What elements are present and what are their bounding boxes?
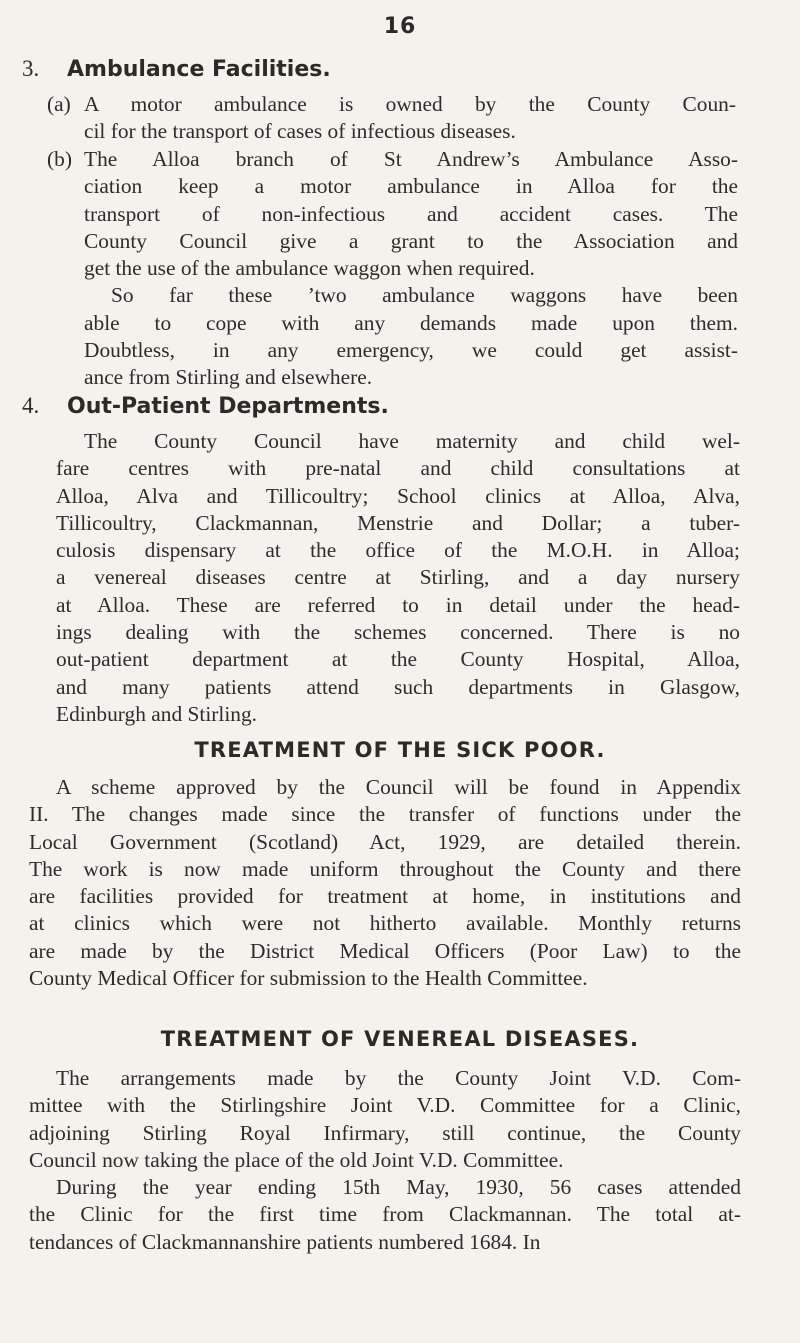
text-line: II. The changes made since the transfer of functions under the <box>29 802 741 827</box>
text-line: tendances of Clackmannanshire patients numbered 1684. In <box>29 1229 541 1254</box>
section-4-number: 4. <box>22 393 40 418</box>
text-line: So far these ’two ambulance waggons have been <box>111 283 738 308</box>
sick-poor-heading: TREATMENT OF THE SICK POOR. <box>194 738 606 762</box>
text-line: a venereal diseases centre at Stirling, and a day nursery <box>56 565 740 590</box>
text-line: During the year ending 15th May, 1930, 56 cases attended <box>56 1175 741 1200</box>
text-line: transport of non-infectious and accident cases. The <box>84 201 738 226</box>
text-line: culosis dispensary at the office of the M.O.H. in Alloa; <box>56 538 740 563</box>
text-line: adjoining Stirling Royal Infirmary, still continue, the County <box>29 1120 741 1145</box>
text-line: County Medical Officer for submission to the Health Committee. <box>29 966 588 991</box>
text-line: are made by the District Medical Officers (Poor Law) to the <box>29 938 741 963</box>
text-line: and many patients attend such departments in Glasgow, <box>56 674 740 699</box>
text-line: out-patient department at the County Hospital, Alloa, <box>56 647 740 672</box>
text-line: The work is now made uniform throughout the County and there <box>29 856 741 881</box>
text-line: A scheme approved by the Council will be found in Appendix <box>56 775 741 799</box>
text-line: at clinics which were not hitherto available. Monthly returns <box>29 911 741 936</box>
text-line: able to cope with any demands made upon them. <box>84 310 738 335</box>
section-4-paragraph <box>56 428 740 728</box>
text-line: ciation keep a motor ambulance in Alloa for the <box>84 174 738 199</box>
section-4-title: Out-Patient Departments. <box>67 394 389 419</box>
text-line: County Council give a grant to the Association and <box>84 228 738 253</box>
text-line: the Clinic for the first time from Clackmannan. The total at- <box>29 1202 741 1227</box>
text-line: get the use of the ambulance waggon when required. <box>84 256 535 281</box>
text-line: are facilities provided for treatment at home, in institutions and <box>29 884 741 909</box>
sick-poor-paragraph <box>29 774 741 992</box>
section-3-title: Ambulance Facilities. <box>67 57 331 82</box>
text-line: Doubtless, in any emergency, we could get assist- <box>84 338 738 363</box>
text-line: The Alloa branch of St Andrew’s Ambulance Asso- <box>84 147 738 171</box>
item-a-paragraph <box>84 91 736 146</box>
text-line: ance from Stirling and elsewhere. <box>84 365 373 390</box>
item-a-label: (a) <box>47 92 71 116</box>
text-line: Edinburgh and Stirling. <box>56 701 258 726</box>
text-line: The arrangements made by the County Joint V.D. Com- <box>56 1066 741 1090</box>
text-line: mittee with the Stirlingshire Joint V.D. Committee for a Clinic, <box>29 1093 741 1118</box>
section-3-heading <box>22 56 331 82</box>
venereal-paragraph <box>29 1065 741 1256</box>
text-line: Council now taking the place of the old Joint V.D. Committee. <box>29 1147 564 1172</box>
text-line: at Alloa. These are referred to in detail under the head- <box>56 592 740 617</box>
text-line: fare centres with pre-natal and child consultations at <box>56 456 740 481</box>
text-line: cil for the transport of cases of infectious diseases. <box>84 119 516 144</box>
page-number: 16 <box>383 14 417 39</box>
text-line: Local Government (Scotland) Act, 1929, are detailed therein. <box>29 829 741 854</box>
text-line: The County Council have maternity and child wel- <box>84 429 740 453</box>
text-line: ings dealing with the schemes concerned. There is no <box>56 620 740 645</box>
section-3-number: 3. <box>22 56 40 81</box>
venereal-heading: TREATMENT OF VENEREAL DISEASES. <box>160 1027 640 1051</box>
text-line: A motor ambulance is owned by the County Coun- <box>84 92 736 116</box>
text-line: Alloa, Alva and Tillicoultry; School clinics at Alloa, Alva, <box>56 483 740 508</box>
item-b-paragraph <box>84 146 738 392</box>
item-b-label: (b) <box>47 147 72 171</box>
section-4-heading <box>22 393 389 419</box>
text-line: Tillicoultry, Clackmannan, Menstrie and Dollar; a tuber- <box>56 510 740 535</box>
